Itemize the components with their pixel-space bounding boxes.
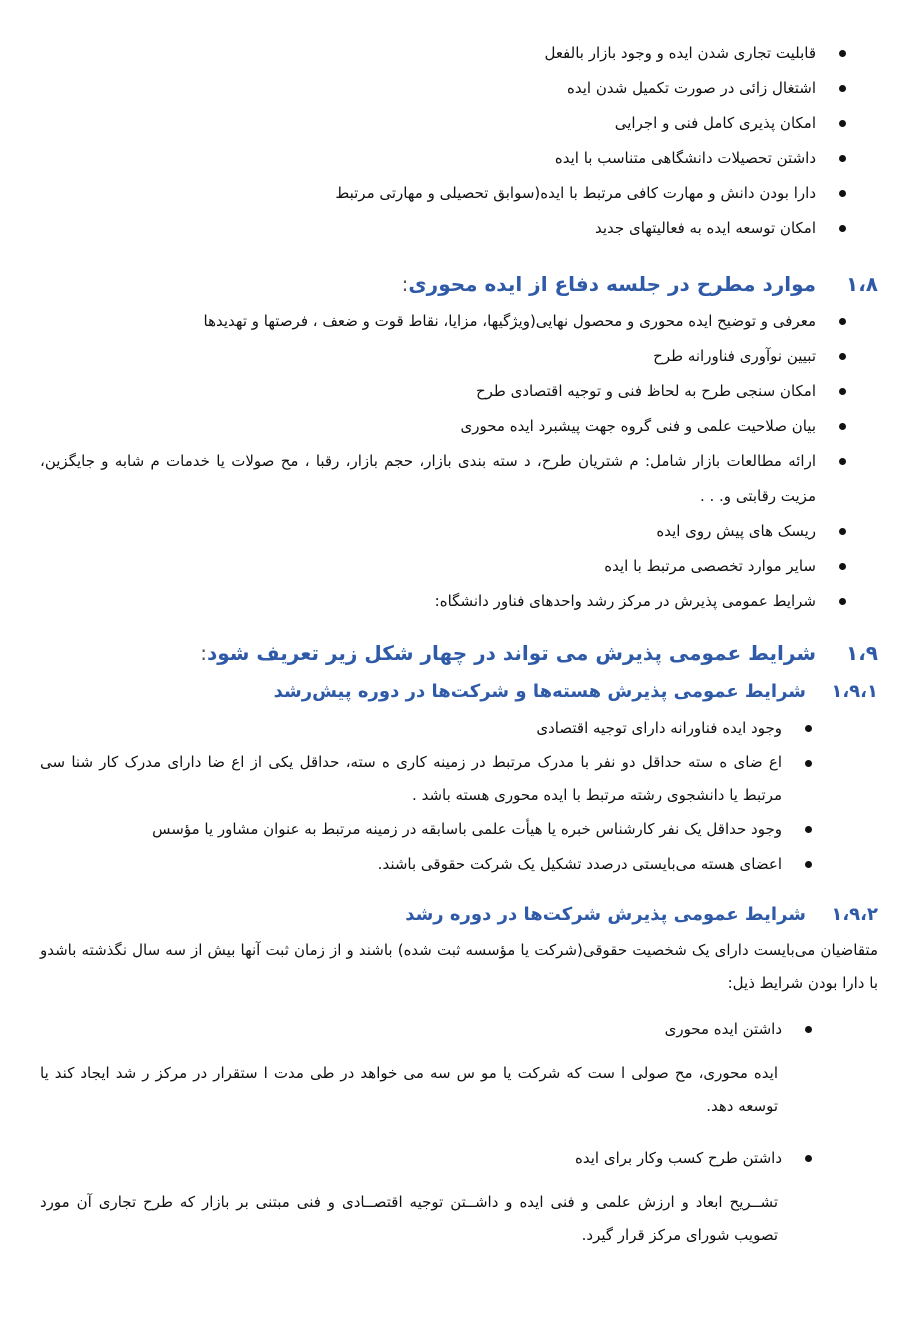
section-1-8-bullet-list [40,304,878,619]
bullet-icon [839,155,846,162]
list-item: ارائه مطالعات بازار شامل: م شتریان طرح، د سته بندی بازار، حجم بازار، رقبا ، مح صولات یا خدمات م شابه و جایگزین، مزیت رقابتی و. . . [40,444,878,514]
bullet-icon [839,318,846,325]
section-1-9-2-item-2 [40,1141,878,1176]
section-heading-1-9 [40,633,878,673]
list-item: شرایط عمومی پذیرش در مرکز رشد واحدهای فناور دانشگاه: [40,584,878,619]
section-1-9-2-intro: متقاضیان می‌بایست دارای یک شخصیت حقوقی(شرکت یا مؤسسه ثبت شده) باشند و از زمان ثبت آنها بیش از سه سال نگذشته باشدو با دارا بودن شرایط ذیل: [40,941,878,992]
list-item: اع ضای ه سته حداقل دو نفر با مدرک مرتبط در زمینه کاری ه سته، حداقل یکی از اع ضا دارای مدرک کار شنا سی مرتبط یا دانشجوی رشته مرتبط با ایده محوری هسته باشد . [40,746,878,812]
list-item: قابلیت تجاری شدن ایده و وجود بازار بالفعل [40,36,878,71]
section-heading-1-9-2 [40,896,878,934]
section-1-9-2-item-1 [40,1012,878,1047]
bullet-icon [839,598,846,605]
heading-colon: : [401,272,409,296]
section-title: موارد مطرح در جلسه دفاع از ایده محوری [408,272,816,296]
list-item: داشتن تحصیلات دانشگاهی متناسب با ایده [40,141,878,176]
bullet-icon [839,388,846,395]
bullet-icon [839,50,846,57]
list-item: سایر موارد تخصصی مرتبط با ایده [40,549,878,584]
list-item: امکان سنجی طرح به لحاظ فنی و توجیه اقتصادی طرح [40,374,878,409]
bullet-icon [839,458,846,465]
list-item: اعضای هسته می‌بایستی درصدد تشکیل یک شرکت حقوقی باشند. [40,847,878,882]
section-number: ۱،۸ [845,272,878,296]
list-item: داشتن ایده محوری [40,1012,878,1047]
section-number: ۱،۹،۲ [831,904,878,925]
list-item: امکان توسعه ایده به فعالیتهای جدید [40,211,878,246]
bullet-icon [805,1026,812,1033]
section-title: شرایط عمومی پذیرش می تواند در چهار شکل زیر تعریف شود [206,641,816,665]
bullet-icon [839,563,846,570]
bullet-icon [839,528,846,535]
list-item: وجود حداقل یک نفر کارشناس خبره یا هیأت علمی باسابقه در زمینه مرتبط به عنوان مشاور یا مؤسس [40,812,878,847]
list-item: بیان صلاحیت علمی و فنی گروه جهت پیشبرد ایده محوری [40,409,878,444]
section-1-9-2-item-2-description: تشــریح ابعاد و ارزش علمی و فنی ایده و داشــتن توجیه اقتصــادی و فنی مبتنی بر بازار که طرح تجاری آن مورد تصویب شورای مرکز قرار گیرد. [40,1193,778,1244]
section-number: ۱،۹،۱ [831,681,878,702]
section-1-9-1-bullet-list [40,711,878,882]
bullet-icon [805,760,812,767]
section-1-9-2-item-1-description: ایده محوری، مح صولی ا ست که شرکت یا مو س سه می خواهد در طی مدت ا ستقرار در مرکز ر شد ایجاد کند یا توسعه دهد. [40,1064,778,1115]
list-item: وجود ایده فناورانه دارای توجیه اقتصادی [40,711,878,746]
list-item: داشتن طرح کسب وکار برای ایده [40,1141,878,1176]
bullet-icon [839,190,846,197]
bullet-icon [805,725,812,732]
bullet-icon [839,353,846,360]
list-item: تبیین نوآوری فناورانه طرح [40,339,878,374]
list-item: معرفی و توضیح ایده محوری و محصول نهایی(ویژگیها، مزایا، نقاط قوت و ضعف ، فرصتها و تهدیدها [40,304,878,339]
bullet-icon [839,120,846,127]
heading-colon: : [200,641,207,665]
bullet-icon [805,826,812,833]
section-heading-1-9-1 [40,673,878,711]
list-item: دارا بودن دانش و مهارت کافی مرتبط با ایده(سوابق تحصیلی و مهارتی مرتبط [40,176,878,211]
section-title: شرایط عمومی پذیرش هسته‌ها و شرکت‌ها در دوره پیش‌رشد [273,681,806,702]
intro-bullet-list [40,36,878,246]
bullet-icon [805,861,812,868]
bullet-icon [805,1155,812,1162]
section-heading-1-8 [40,264,878,304]
list-item: ریسک های پیش روی ایده [40,514,878,549]
section-title: شرایط عمومی پذیرش شرکت‌ها در دوره رشد [405,904,806,925]
bullet-icon [839,85,846,92]
list-item: اشتغال زائی در صورت تکمیل شدن ایده [40,71,878,106]
bullet-icon [839,423,846,430]
bullet-icon [839,225,846,232]
section-number: ۱،۹ [845,641,878,665]
list-item: امکان پذیری کامل فنی و اجرایی [40,106,878,141]
